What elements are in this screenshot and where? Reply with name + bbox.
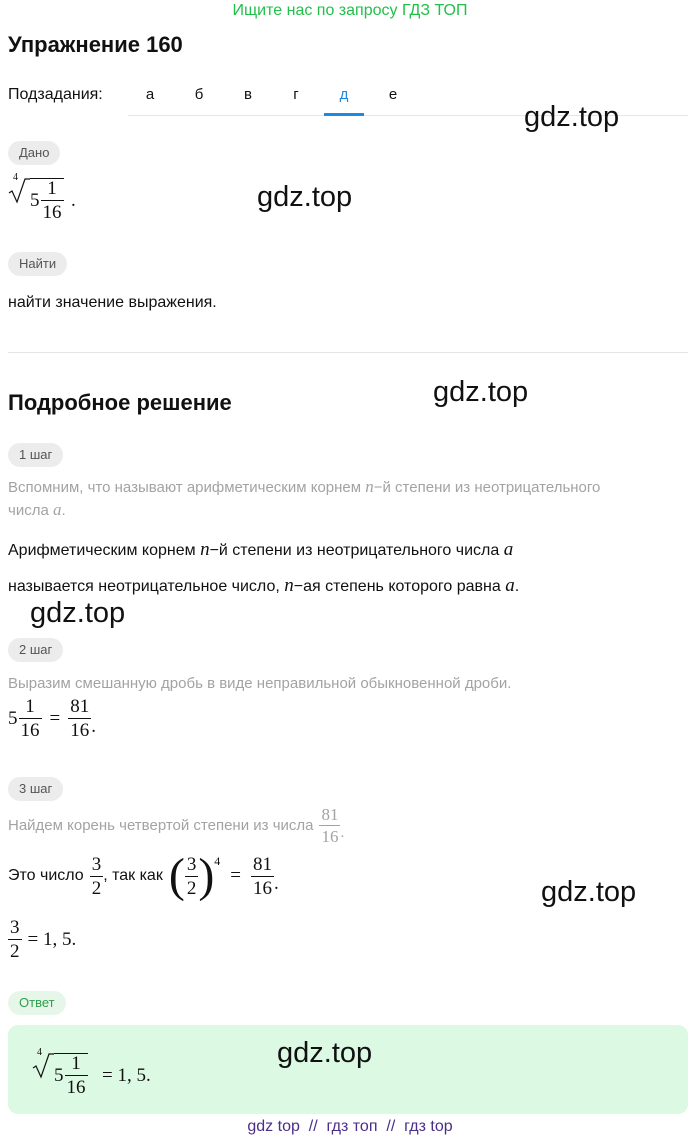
watermark: gdz.top — [433, 376, 529, 408]
tab-b[interactable]: б — [194, 86, 204, 103]
watermark: gdz.top — [541, 876, 637, 908]
find-text: найти значение выражения. — [8, 294, 217, 311]
promo-banner: Ищите нас по запросу ГДЗ ТОП — [232, 2, 468, 19]
radical-sign-icon — [32, 1053, 54, 1079]
step3-badge: 3 шаг — [8, 777, 63, 801]
tab-a[interactable]: а — [145, 86, 155, 103]
answer-expression: 4 5 $\frac{1}{16}$ = 1, 5. — [32, 1047, 232, 1107]
tab-v[interactable]: в — [244, 86, 252, 103]
given-whole: 5 — [30, 189, 40, 211]
watermark: gdz.top — [257, 181, 353, 213]
tab-g[interactable]: г — [293, 86, 299, 103]
step3-hint: Найдем корень четвертой степени из числа $\frac{81}{16}$ . — [8, 805, 345, 846]
step1-definition-line2: называется неотрицательное число, n−ая степень которого равна a. — [8, 575, 520, 596]
given-fraction: $\frac{1}{16}$ — [42, 178, 62, 223]
step2-hint: Выразим смешанную дробь в виде неправильной обыкновенной дроби. — [8, 675, 512, 692]
step2-badge: 2 шаг — [8, 638, 63, 662]
watermark: gdz.top — [30, 597, 126, 629]
section-divider — [8, 352, 688, 353]
step1-definition-line1: Арифметическим корнем n−й степени из неотрицательного числа a — [8, 539, 514, 560]
tab-d-active[interactable]: д — [339, 86, 349, 103]
root-index: 4 — [13, 172, 18, 183]
active-tab-indicator — [324, 113, 364, 116]
tab-e[interactable]: е — [388, 86, 398, 103]
page-title: Упражнение 160 — [8, 32, 183, 57]
given-period: . — [71, 190, 76, 211]
find-badge: Найти — [8, 252, 67, 276]
watermark: gdz.top — [277, 1037, 373, 1069]
given-badge: Дано — [8, 141, 60, 165]
step2-equation: 5 $\frac{1}{16}$ = $\frac{81}{16}$ . — [8, 696, 96, 741]
step3-explanation: Это число $\frac{3}{2}$ , так как ( $\frac{3}{2}$ ) 4 = $\frac{81}{16}$ . — [8, 849, 279, 902]
radical-sign-icon — [8, 178, 30, 204]
step1-badge: 1 шаг — [8, 443, 63, 467]
footer-links[interactable]: gdz top // гдз топ // гдз top — [247, 1118, 453, 1135]
answer-badge: Ответ — [8, 991, 66, 1015]
step1-hint: Вспомним, что называют арифметическим корнем n−й степени из неотрицательного числа a. — [8, 477, 601, 519]
solution-title: Подробное решение — [8, 390, 232, 415]
root-index: 4 — [37, 1047, 42, 1058]
watermark: gdz.top — [524, 101, 620, 133]
step3-result: $\frac{3}{2}$ = 1, 5. — [10, 917, 77, 962]
answer-result: = 1, 5. — [102, 1065, 151, 1086]
subtasks-label: Подзадания: — [8, 86, 103, 103]
